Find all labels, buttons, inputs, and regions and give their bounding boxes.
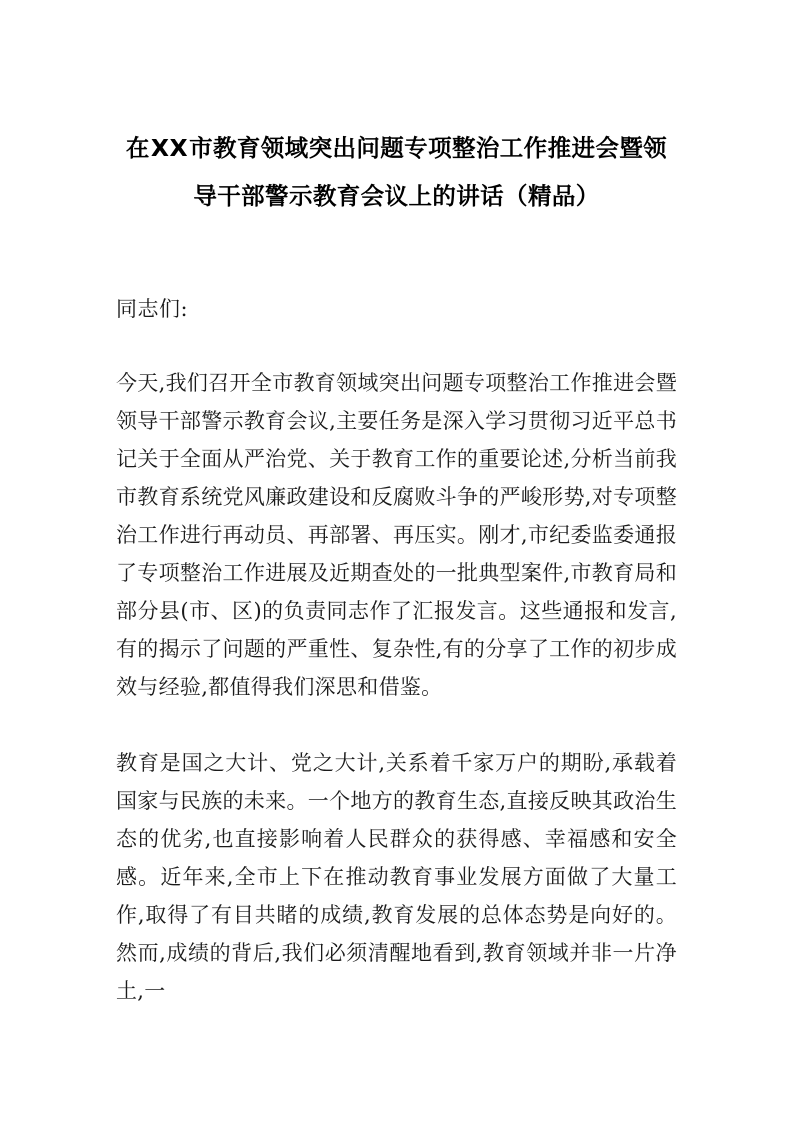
title-emphasis-xx: XX bbox=[150, 134, 189, 162]
title-suffix: 市教育领域突出问题专项整治工作推进会暨领 bbox=[189, 134, 668, 162]
title-line-1 bbox=[116, 128, 677, 168]
body-paragraph-2: 教育是国之大计、党之大计,关系着千家万户的期盼,承载着国家与民族的未来。一个地方的教育生态,直接反映其政治生态的优劣,也直接影响着人民群众的获得感、幸福感和安全感。近年来,全市上下在推动教育事业发展方面做了大量工作,取得了有目共睹的成绩,教育发展的总体态势是向好的。然而,成绩的背后,我们必须清醒地看到,教育领域并非一片净土,一 bbox=[116, 751, 677, 1003]
title-line-2: 导干部警示教育会议上的讲话（精品） bbox=[193, 182, 600, 210]
document-body bbox=[116, 0, 677, 1010]
page-title bbox=[116, 128, 677, 216]
body-paragraph-1: 今天,我们召开全市教育领域突出问题专项整治工作推进会暨领导干部警示教育会议,主要任务是深入学习贯彻习近平总书记关于全面从严治党、关于教育工作的重要论述,分析当前我市教育系统党风廉政建设和反腐败斗争的严峻形势,对专项整治工作进行再动员、再部署、再压实。刚才,市纪委监委通报了专项整治工作进展及近期查处的一批典型案件,市教育局和部分县(市、区)的负责同志作了汇报发言。这些通报和发言,有的揭示了问题的严重性、复杂性,有的分享了工作的初步成效与经验,都值得我们深思和借鉴。 bbox=[116, 371, 677, 699]
salutation: 同志们: bbox=[116, 297, 189, 321]
title-prefix: 在 bbox=[125, 134, 150, 162]
